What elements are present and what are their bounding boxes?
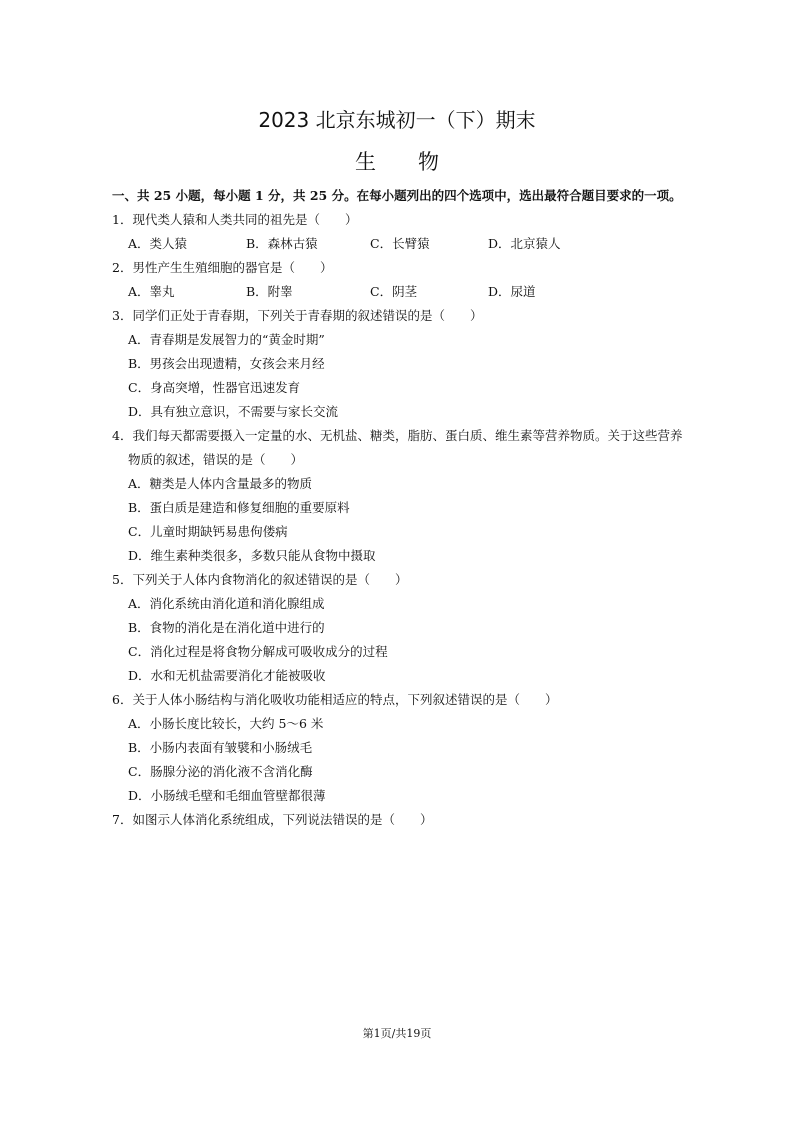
option-c: C．阴茎: [370, 284, 418, 299]
option-a: A．睾丸: [128, 284, 175, 299]
question-stem: 4．我们每天都需要摄入一定量的水、无机盐、糖类，脂肪、蛋白质、维生素等营养物质。关于这些营养: [112, 428, 683, 443]
option-c: C．消化过程是将食物分解成可吸收成分的过程: [128, 644, 388, 659]
option-d: D．具有独立意识，不需要与家长交流: [128, 404, 339, 419]
question-stem-continued: 物质的叙述，错误的是（ ）: [128, 452, 304, 467]
option-c: C．肠腺分泌的消化液不含消化酶: [128, 764, 313, 779]
option-d: D．尿道: [488, 284, 536, 299]
option-d: D．小肠绒毛壁和毛细血管壁都很薄: [128, 788, 326, 803]
option-b: B．蛋白质是建造和修复细胞的重要原料: [128, 500, 350, 515]
question-stem: 1．现代类人猿和人类共同的祖先是（ ）: [112, 212, 358, 227]
page-number: 第1页/共19页: [362, 1027, 432, 1040]
subject-heading: 生物: [355, 150, 481, 174]
page-title: 2023 北京东城初一（下）期末: [258, 108, 536, 132]
option-a: A．类人猿: [128, 236, 188, 251]
option-c: C．儿童时期缺钙易患佝偻病: [128, 524, 288, 539]
option-d: D．维生素种类很多，多数只能从食物中摄取: [128, 548, 376, 563]
option-d: D．北京猿人: [488, 236, 561, 251]
option-a: A．小肠长度比较长，大约 5～6 米: [128, 716, 324, 731]
option-b: B．森林古猿: [246, 236, 318, 251]
question-stem: 6．关于人体小肠结构与消化吸收功能相适应的特点，下列叙述错误的是（ ）: [112, 692, 558, 707]
option-c: C．身高突增，性器官迅速发育: [128, 380, 301, 395]
question-stem: 2．男性产生生殖细胞的器官是（ ）: [112, 260, 333, 275]
option-a: A．消化系统由消化道和消化腺组成: [128, 596, 325, 611]
option-a: A．糖类是人体内含量最多的物质: [128, 476, 313, 491]
option-b: B．食物的消化是在消化道中进行的: [128, 620, 325, 635]
option-b: B．小肠内表面有皱襞和小肠绒毛: [128, 740, 313, 755]
question-stem: 3．同学们正处于青春期，下列关于青春期的叙述错误的是（ ）: [112, 308, 483, 323]
option-b: B．附睾: [246, 284, 293, 299]
option-b: B．男孩会出现遗精，女孩会来月经: [128, 356, 325, 371]
option-d: D．水和无机盐需要消化才能被吸收: [128, 668, 326, 683]
question-stem: 7．如图示人体消化系统组成，下列说法错误的是（ ）: [112, 812, 433, 827]
option-c: C．长臂猿: [370, 236, 430, 251]
option-a: A．青春期是发展智力的“黄金时期”: [128, 332, 325, 347]
section-instructions: 一、共 25 小题，每小题 1 分，共 25 分。在每小题列出的四个选项中，选出最符合题目要求的一项。: [112, 188, 682, 203]
question-stem: 5．下列关于人体内食物消化的叙述错误的是（ ）: [112, 572, 408, 587]
